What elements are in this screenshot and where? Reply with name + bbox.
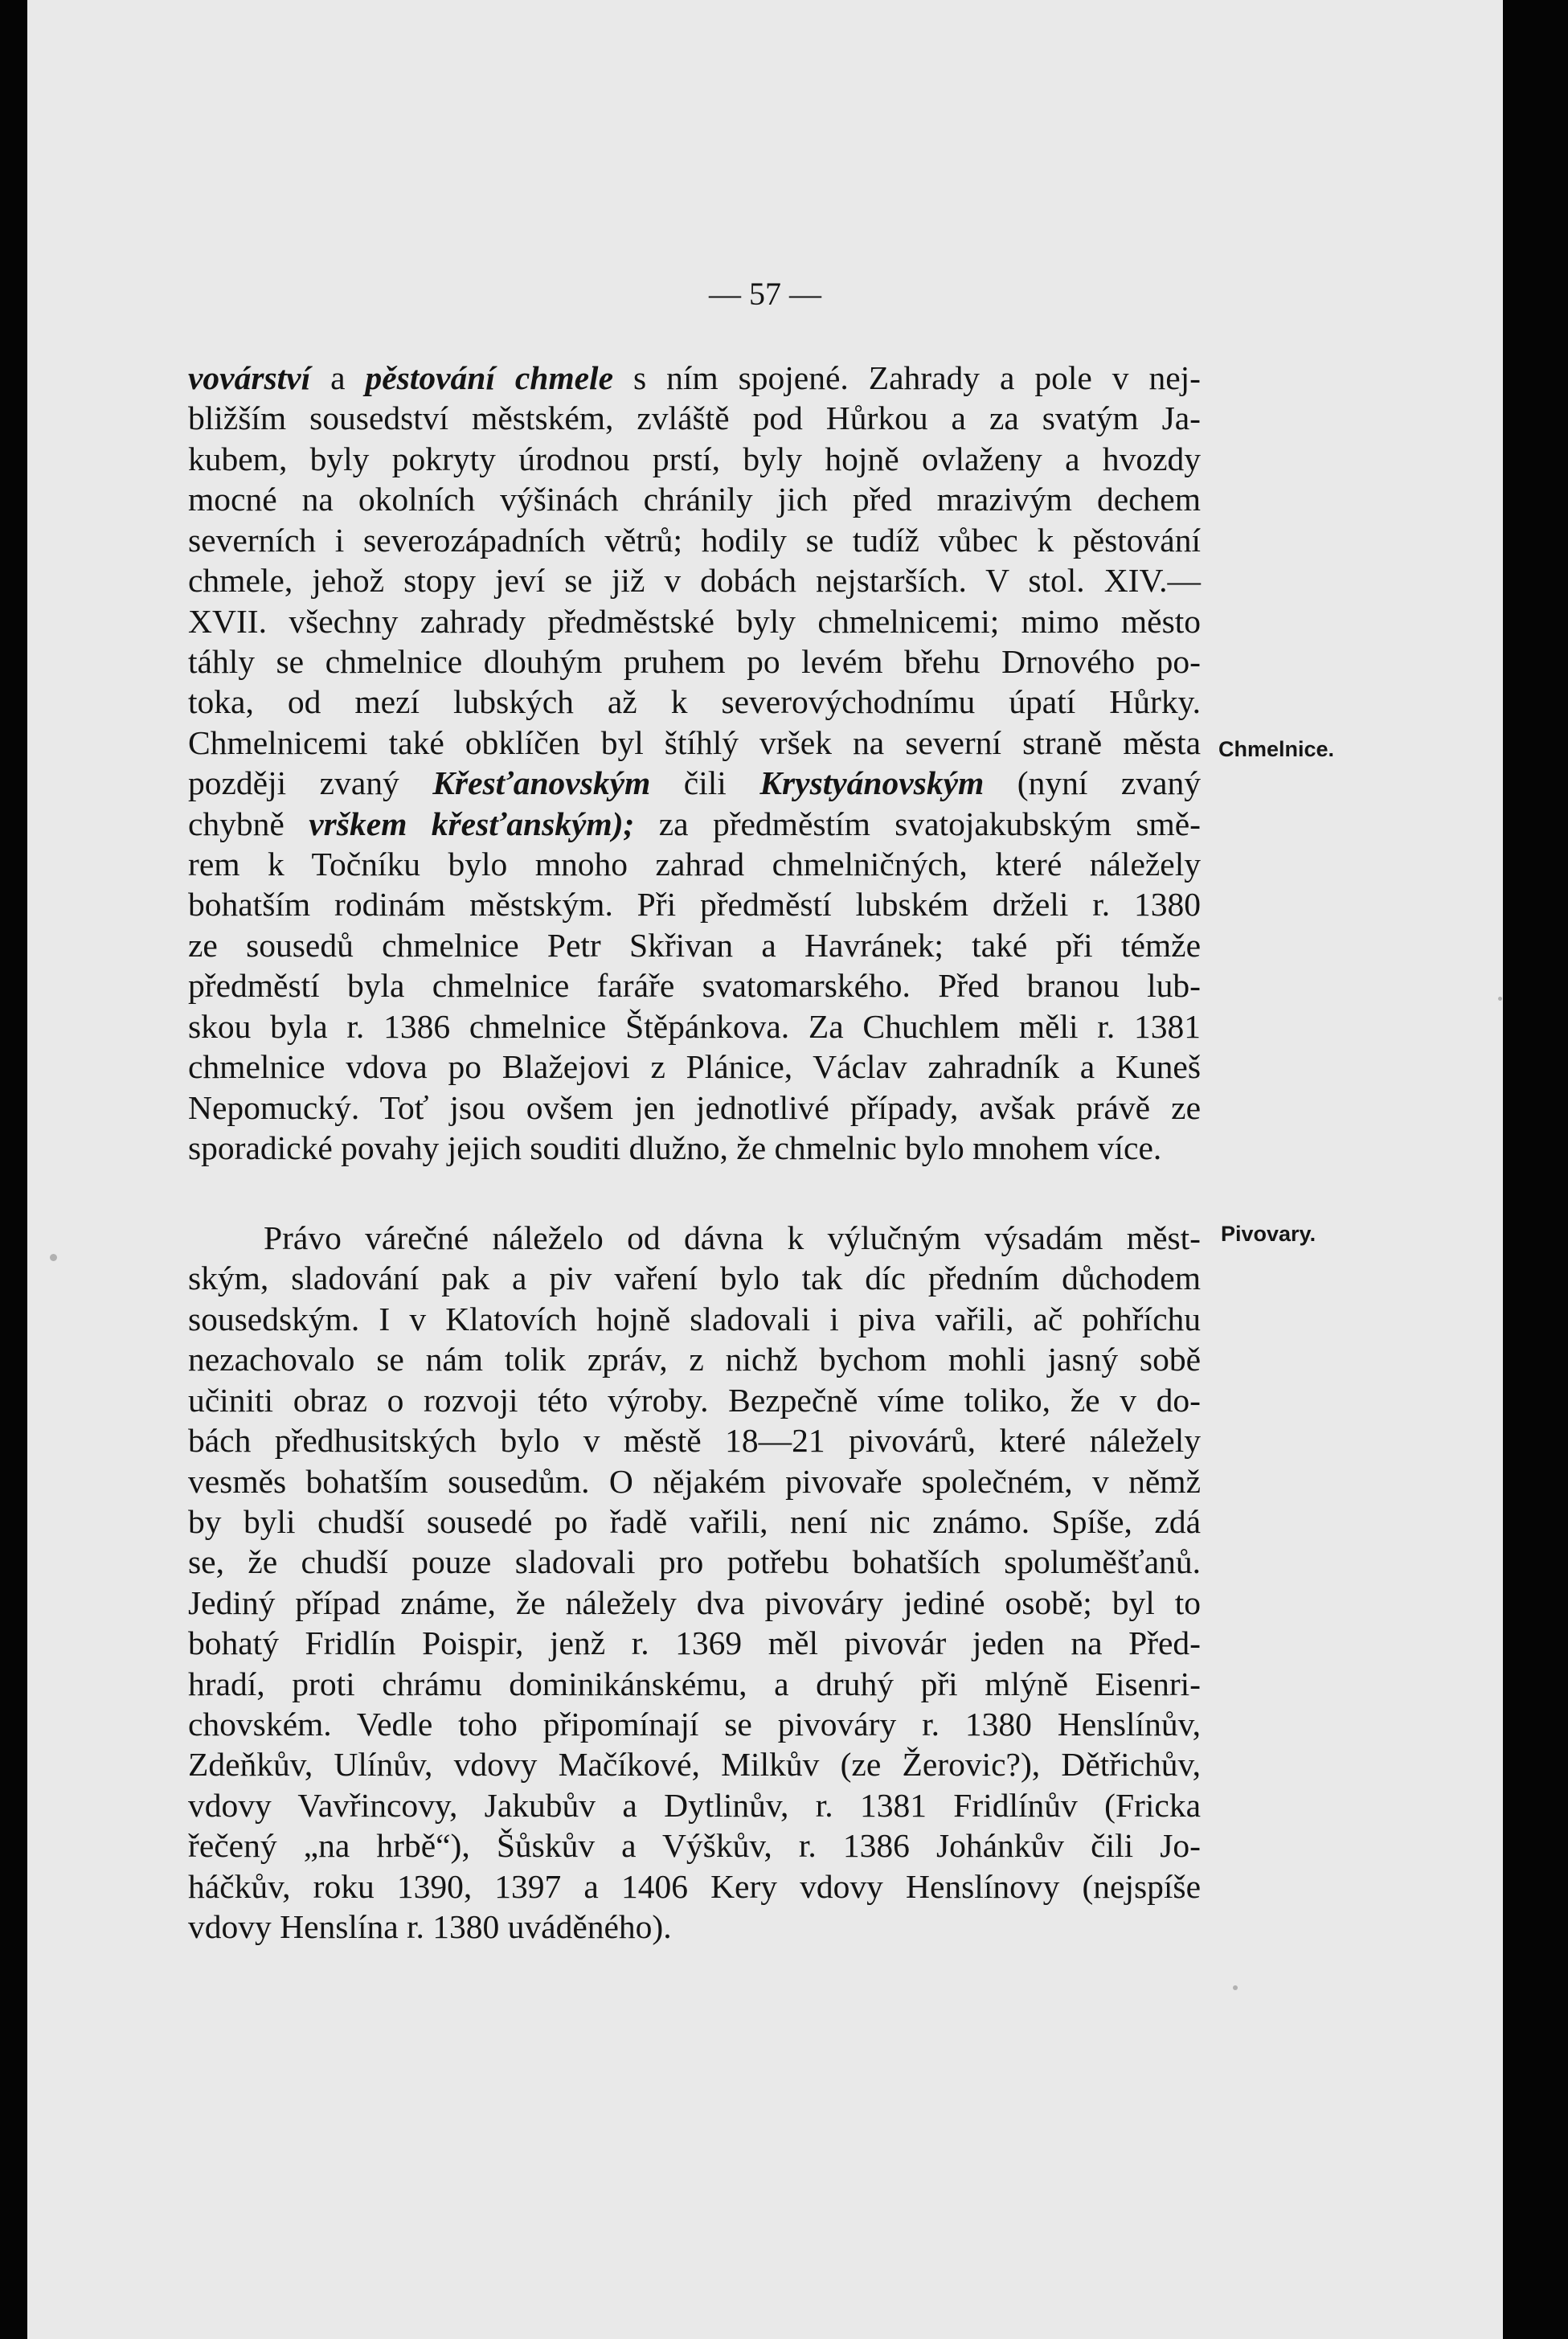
paragraph-hops bbox=[188, 358, 1201, 1168]
text-line: Nepomucký. Toť jsou ovšem jen jednotlivé případy, avšak právě ze bbox=[188, 1088, 1201, 1126]
scan-speck bbox=[50, 1254, 57, 1261]
text-line: chmele, jehož stopy jeví se již v dobách nejstarších. V stol. XIV.— bbox=[188, 562, 1201, 600]
text-line: později zvaný Křesťanovským čili Krystyánovským (nyní zvaný bbox=[188, 764, 1201, 802]
text-line: severních i severozápadních větrů; hodily se tudíž vůbec k pěstování bbox=[188, 521, 1201, 559]
text-line: ze sousedů chmelnice Petr Skřivan a Havránek; také při témže bbox=[188, 926, 1201, 964]
paragraph-breweries bbox=[188, 1218, 1201, 1948]
text-line: Jediný případ známe, že náležely dva pivováry jediné osobě; byl to bbox=[188, 1583, 1201, 1621]
text-line: bohatším rodinám městským. Při předměstí lubském drželi r. 1380 bbox=[188, 886, 1201, 924]
text-line: toka, od mezí lubských až k severovýchodnímu úpatí Hůrky. bbox=[188, 683, 1201, 721]
scan-speck bbox=[1498, 997, 1502, 1001]
text-line: sporadické povahy jejich souditi dlužno, že chmelnic bylo mnohem více. bbox=[188, 1129, 1162, 1167]
text-line: chmelnice vdova po Blažejovi z Plánice, Václav zahradník a Kuneš bbox=[188, 1048, 1201, 1086]
text-line: chybně vrškem křesťanským); za předměstím svatojakubským smě- bbox=[188, 805, 1202, 842]
text-line: sousedským. I v Klatovích hojně sladovali i piva vařili, ač pohříchu bbox=[188, 1300, 1201, 1337]
text-line: bližším sousedství městském, zvláště pod Hůrkou a za svatým Ja- bbox=[188, 399, 1201, 437]
text-line: háčkův, roku 1390, 1397 a 1406 Kery vdovy Henslínovy (nejspíše bbox=[188, 1867, 1201, 1905]
text-line: vovárství a pěstování chmele s ním spojené. Zahrady a pole v nej- bbox=[188, 359, 1201, 396]
page-number: — 57 — bbox=[709, 276, 821, 312]
text-line: bách předhusitských bylo v městě 18—21 pivovárů, které náležely bbox=[188, 1422, 1201, 1460]
text-line: řečený „na hrbě“), Šůskův a Výškův, r. 1386 Johánkův čili Jo- bbox=[188, 1827, 1201, 1865]
text-line: bohatý Fridlín Poispir, jenž r. 1369 měl pivovár jeden na Před- bbox=[188, 1624, 1201, 1662]
text-line: chovském. Vedle toho připomínají se pivováry r. 1380 Henslínův, bbox=[188, 1706, 1201, 1743]
text-line: Chmelnicemi také obklíčen byl štíhlý vršek na severní straně města bbox=[188, 723, 1201, 761]
text-line: skou byla r. 1386 chmelnice Štěpánkova. Za Chuchlem měli r. 1381 bbox=[188, 1007, 1201, 1045]
text-line: ským, sladování pak a piv vaření bylo tak díc předním důchodem bbox=[188, 1260, 1201, 1297]
text-line: vdovy Vavřincovy, Jakubův a Dytlinův, r. 1381 Fridlínův (Fricka bbox=[188, 1786, 1201, 1824]
scan-speck bbox=[1233, 1985, 1238, 1990]
margin-note-chmelnice: Chmelnice. bbox=[1218, 737, 1335, 761]
text-line: vesměs bohatším sousedům. O nějakém pivovaře společném, v němž bbox=[188, 1462, 1201, 1500]
margin-note-pivovary: Pivovary. bbox=[1221, 1222, 1316, 1246]
text-line: táhly se chmelnice dlouhým pruhem po levém břehu Drnového po- bbox=[188, 642, 1201, 680]
text-line: rem k Točníku bylo mnoho zahrad chmelničných, které náležely bbox=[188, 846, 1201, 883]
text-line: mocné na okolních výšinách chránily jich před mrazivým dechem bbox=[188, 481, 1201, 518]
text-line: by byli chudší sousedé po řadě vařili, není nic známo. Spíše, zdá bbox=[188, 1502, 1201, 1540]
text-line: Právo várečné náleželo od dávna k výlučným výsadám měst- bbox=[264, 1219, 1201, 1256]
text-line: předměstí byla chmelnice faráře svatomarského. Před branou lub- bbox=[188, 967, 1201, 1005]
text-line: vdovy Henslína r. 1380 uváděného). bbox=[188, 1908, 672, 1946]
text-line: kubem, byly pokryty úrodnou prstí, byly hojně ovlaženy a hvozdy bbox=[188, 440, 1201, 477]
text-line: Zdeňkův, Ulínův, vdovy Mačíkové, Milkův (ze Žerovic?), Dětřichův, bbox=[188, 1746, 1201, 1784]
text-line: nezachovalo se nám tolik zpráv, z nichž bychom mohli jasný sobě bbox=[188, 1341, 1201, 1378]
text-line: XVII. všechny zahrady předměstské byly chmelnicemi; mimo město bbox=[188, 602, 1201, 640]
text-line: se, že chudší pouze sladovali pro potřebu bohatších spoluměšťanů. bbox=[188, 1543, 1201, 1581]
text-line: hradí, proti chrámu dominikánskému, a druhý při mlýně Eisenri- bbox=[188, 1665, 1201, 1702]
text-line: učiniti obraz o rozvoji této výroby. Bezpečně víme toliko, že v do- bbox=[188, 1381, 1201, 1419]
book-page bbox=[27, 0, 1503, 2339]
